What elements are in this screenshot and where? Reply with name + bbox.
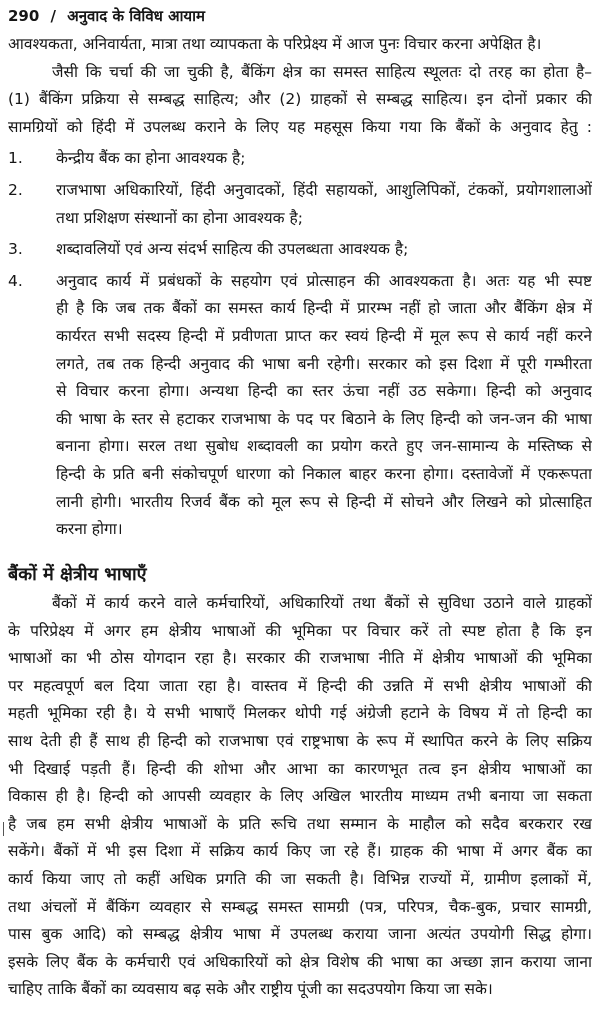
text-line: भी दिखाई पड़ती हैं। हिन्दी की शोभा और आभा का कारणभूत तत्व इन क्षेत्रीय भाषाओं का [8, 759, 592, 778]
text-line: विकास ही है। हिन्दी को आपसी व्यवहार के लिए अखिल भारतीय माध्यम तभी बनाया जा सकता [8, 787, 592, 806]
text-line: केन्द्रीय बैंक का होना आवश्यक है; [56, 149, 246, 168]
list-item [8, 236, 592, 264]
text-line: साथ देती ही हैं साथ ही हिन्दी को राजभाषा एवं राष्ट्रभाषा के रूप में स्थापित करने के लिए सक्रिय [8, 731, 592, 750]
text-line: भाषाओं का भी ठोस योगदान रहा है। सरकार की राजभाषा नीति में क्षेत्रीय भाषाओं की भूमिका [8, 649, 592, 668]
text-line: तथा अंचलों में बैंकिंग व्यवहार से सम्बद्ध समस्त सामग्री (पत्र, परिपत्र, चैक-बुक, प्रचार सामग्री, [8, 897, 592, 916]
text-line: सकेंगे। बैंकों में भी इस दिशा में सक्रिय कार्य किए जा रहे हैं। ग्राहक की भाषा में अगर बैंक का [8, 842, 592, 861]
margin-mark [3, 822, 4, 836]
list-number: 1. [8, 149, 23, 168]
text-line: लानी होगी। भारतीय रिजर्व बैंक को मूल रूप से हिन्दी में सोचने और लिखने को प्रोत्साहित [56, 492, 592, 511]
text-line: के परिप्रेक्ष्य में अगर हम क्षेत्रीय भाषाओं की भूमिका पर विचार करें तो स्पष्ट होता है कि इन [8, 621, 592, 640]
text-line: पर महत्वपूर्ण बल दिया जाता रहा है। वास्तव में हिन्दी की उन्नति में सभी क्षेत्रीय भाषाओं की [8, 676, 592, 695]
list-number: 2. [8, 180, 23, 199]
list-item [8, 177, 592, 232]
header-separator: / [50, 7, 57, 25]
text-line: कार्य किया जाए तो कहीं अधिक प्रगति की जा सकती है। विभिन्न राज्यों में, ग्रामीण इलाकों में, [8, 869, 592, 888]
text-line: आवश्यकता, अनिवार्यता, मात्रा तथा व्यापकता के परिप्रेक्ष्य में आज पुनः विचार करना अपेक्षित है। [8, 35, 542, 53]
text-line: हिन्दी के प्रति बनी संकोचपूर्ण धारणा को निकाल बाहर करना होगा। दस्तावेजों में एकरूपता [56, 464, 592, 483]
text-line: बनाना होगा। सरल तथा सुबोध शब्दावली का प्रयोग करते हुए जन-सामान्य के मस्तिष्क से [56, 437, 592, 456]
text-line: सामग्रियों को हिंदी में उपलब्ध कराने के लिए यह महसूस किया गया कि बैंकों के अनुवाद हेतु : [8, 117, 592, 136]
page-number: 290 [8, 7, 40, 25]
text-line: तथा प्रशिक्षण संस्थानों का होना आवश्यक है; [56, 208, 303, 227]
list-number: 4. [8, 271, 23, 290]
text-line: राजभाषा अधिकारियों, हिंदी अनुवादकों, हिंदी सहायकों, आशुलिपिकों, टंककों, प्रयोगशालाओं [56, 180, 592, 199]
text-line: कार्यरत सभी सदस्य हिन्दी में प्रवीणता प्राप्त कर स्वयं हिन्दी में मूल रूप से कार्य नहीं करने [56, 326, 592, 345]
text-line: है जब हम सभी क्षेत्रीय भाषाओं के प्रति रूचि तथा सम्मान के माहौल को सदैव बरकरार रख [8, 814, 592, 833]
text-line: ही है कि जब तक बैंकों का समस्त कार्य हिन्दी में प्रारम्भ नहीं हो जाता और बैंकिंग क्षेत्र में [56, 299, 592, 318]
list-item [8, 145, 592, 173]
running-header [8, 6, 211, 26]
book-title: अनुवाद के विविध आयाम [67, 7, 205, 25]
text-line: करना होगा। [56, 520, 123, 539]
text-line: महती भूमिका रही है। ये सभी भाषाएँ मिलकर थोपी गई अंग्रेजी हटाने के विषय में तो हिन्दी का [8, 704, 592, 723]
text-line: जैसी कि चर्चा की जा चुकी है, बैंकिंग क्षेत्र का समस्त साहित्य स्थूलतः दो तरह का होता है– [52, 62, 592, 81]
text-line: की भाषा के स्तर से हटाकर राजभाषा के पद पर बिठाने के लिए हिन्दी को जन-जन की भाषा [56, 409, 592, 428]
text-line: शब्दावलियों एवं अन्य संदर्भ साहित्य की उपलब्धता आवश्यक है; [56, 240, 409, 259]
text-line: इसके लिए बैंक के कर्मचारी एवं अधिकारियों को क्षेत्र विशेष की भाषा का अच्छा ज्ञान कराया जाना [8, 952, 592, 971]
text-line: से विचार करना होगा। अन्यथा हिन्दी का स्तर ऊंचा नहीं उठ सकेगा। हिन्दी को अनुवाद [56, 382, 592, 401]
text-line: अनुवाद कार्य में प्रबंधकों के सहयोग एवं प्रोत्साहन की आवश्यकता है। अतः यह भी स्पष्ट [56, 271, 592, 290]
text-line: पास बुक आदि) को सम्बद्ध क्षेत्रीय भाषा में उपलब्ध कराया जाना अत्यंत उपयोगी सिद्ध होगा। [8, 925, 592, 944]
list-number: 3. [8, 240, 23, 259]
section-intro [8, 31, 592, 544]
text-line: (1) बैंकिंग प्रक्रिया से सम्बद्ध साहित्य; और (2) ग्राहकों से सम्बद्ध साहित्य। इन दोनों प्रकार की [8, 90, 592, 109]
list-item [8, 268, 592, 544]
text-line: लगते, तब तक हिन्दी अनुवाद की भाषा बनी रहेगी। सरकार को इस दिशा में पूरी गम्भीरता [56, 354, 592, 373]
section-heading: बैंकों में क्षेत्रीय भाषाएँ [8, 564, 147, 585]
text-line: चाहिए ताकि बैंकों का व्यवसाय बढ़ सके और राष्ट्रीय पूंजी का सदउपयोग किया जा सके। [8, 980, 493, 999]
section-regional-languages [8, 590, 592, 1004]
text-line: बैंकों में कार्य करने वाले कर्मचारियों, अधिकारियों तथा बैंकों से सुविधा उठाने वाले ग्राहकों [52, 594, 592, 612]
